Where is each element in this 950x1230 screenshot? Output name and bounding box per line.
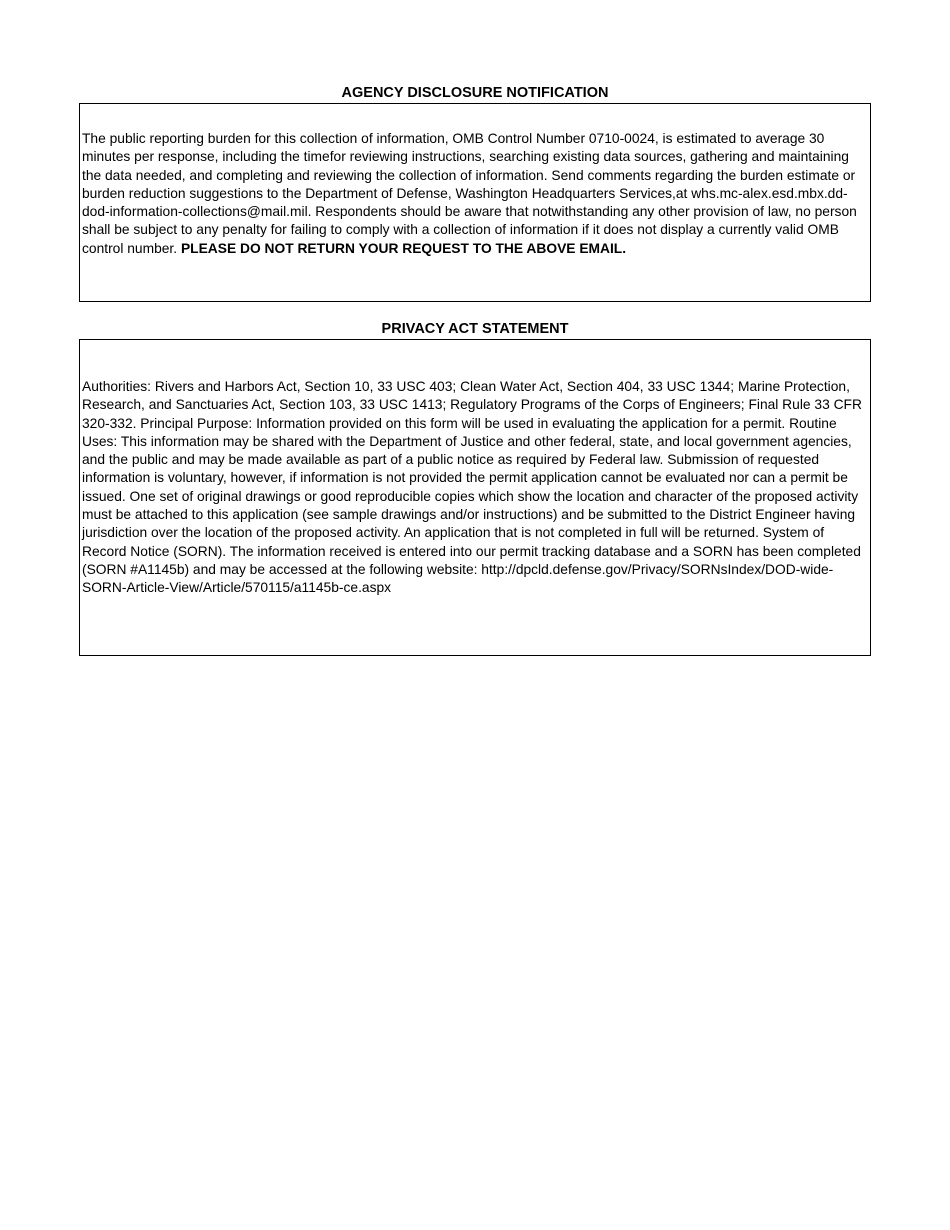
- privacy-act-body: Authorities: Rivers and Harbors Act, Section 10, 33 USC 403; Clean Water Act, Section 404, 33 USC 1344; Marine Protection, Research, and Sanctuaries Act, Section 103, 33 USC 1413; Regulatory Programs of the Corps of Engineers; Final Rule 33 CFR 320-332. Principal Purpose: Information provided on this form will be used in evaluating the application for a permit. Routine Uses: This information may be shared with the Department of Justice and other federal, state, and local government agencies, and the public and may be made available as part of a public notice as required by Federal law. Submission of requested information is voluntary, however, if information is not provided the permit application cannot be evaluated nor can a permit be issued. One set of original drawings or good reproducible copies which show the location and character of the proposed activity must be attached to this application (see sample drawings and/or instructions) and be submitted to the District Engineer having jurisdiction over the location of the proposed activity. An application that is not completed in full will be returned. System of Record Notice (SORN). The information received is entered into our permit tracking database and a SORN has been completed (SORN #A1145b) and may be accessed at the following website: http://dpcld.defense.gov/Privacy/SORNsIndex/DOD-wide-SORN-Article-View/Article/570115/a1145b-ce.aspx: [82, 379, 862, 596]
- privacy-act-title: PRIVACY ACT STATEMENT: [381, 321, 569, 337]
- agency-disclosure-box: [79, 103, 871, 302]
- privacy-act-box: [79, 339, 871, 656]
- agency-disclosure-text: [82, 130, 867, 258]
- agency-disclosure-warning: PLEASE DO NOT RETURN YOUR REQUEST TO THE ABOVE EMAIL.: [180, 240, 627, 256]
- agency-disclosure-title: AGENCY DISCLOSURE NOTIFICATION: [341, 85, 609, 101]
- agency-disclosure-body: The public reporting burden for this collection of information, OMB Control Number 0710-0024, is estimated to average 30 minutes per response, including the timefor reviewing instructions, searching existing data sources, gathering and maintaining the data needed, and completing and reviewing the collection of information. Send comments regarding the burden estimate or burden reduction suggestions to the Department of Defense, Washington Headquarters Services,at whs.mc-alex.esd.mbx.dd-dod-information-collections@mail.mil. Respondents should be aware that notwithstanding any other provision of law, no person shall be subject to any penalty for failing to comply with a collection of information if it does not display a currently valid OMB control number.: [82, 131, 857, 256]
